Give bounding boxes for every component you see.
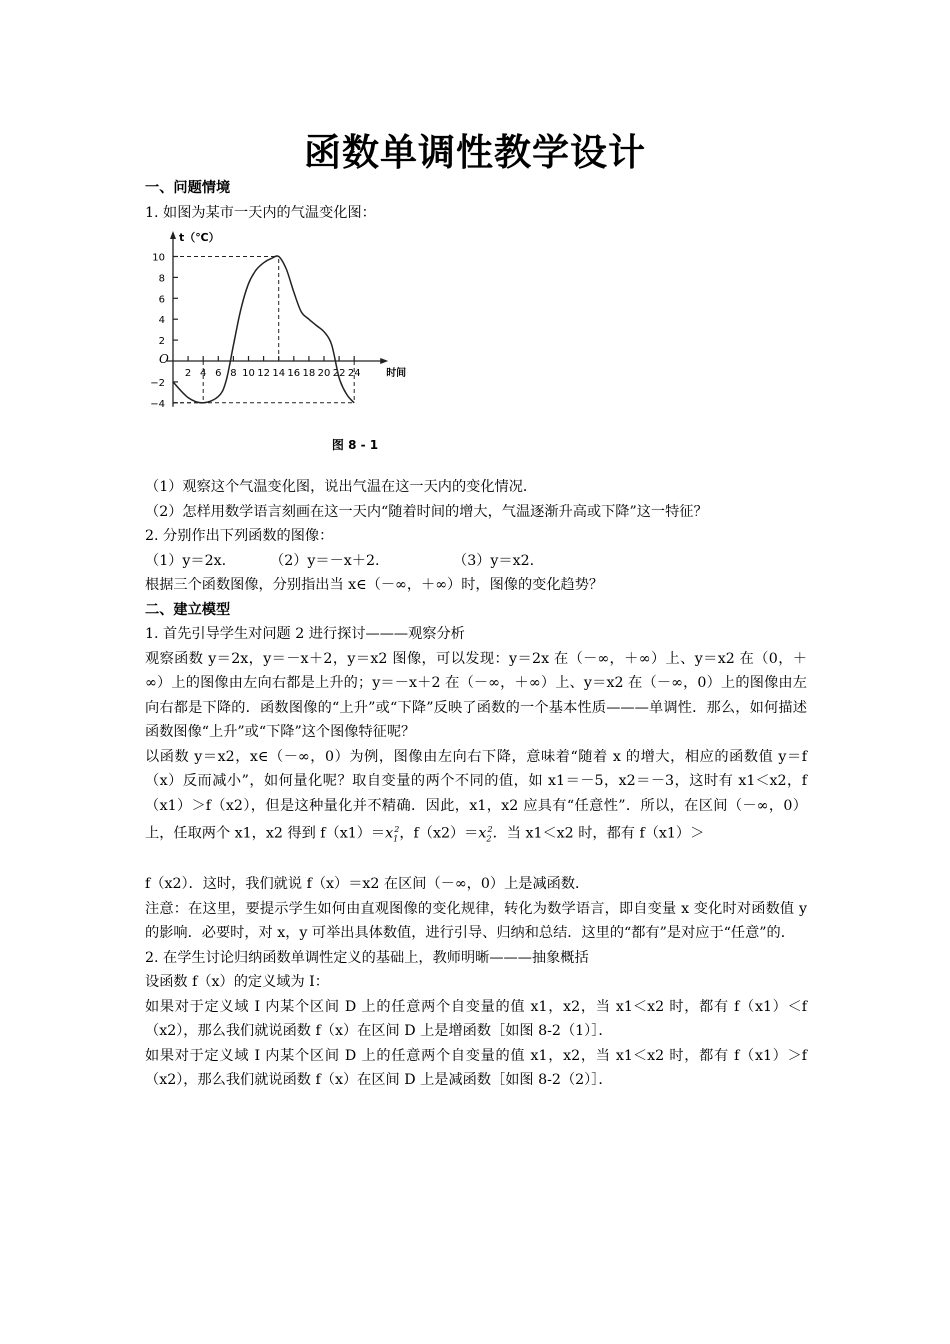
question-1: （1）观察这个气温变化图，说出气温在这一天内的变化情况． <box>145 479 538 495</box>
origin-label: O <box>159 352 169 366</box>
temperature-chart <box>140 229 585 467</box>
function-item-2: （2）y＝－x＋2. <box>270 552 380 569</box>
temperature-curve <box>173 256 354 403</box>
y-axis-arrow <box>170 231 176 239</box>
definition-increasing: 如果对于定义域 I 内某个区间 D 上的任意两个自变量的值 x1，x2，当 x1＜x2 时，都有 f（x1）＜f（x2），那么我们就说函数 f（x）在区间 D 上是增函数［如图 8-2（1）］． <box>145 998 807 1040</box>
x-tick-label: 18 <box>302 368 316 379</box>
question-2: （2）怎样用数学语言刻画在这一天内“随着时间的增大，气温逐渐升高或下降”这一特征？ <box>145 503 708 520</box>
x-axis-arrow <box>380 358 388 364</box>
paragraph: f（x2）．这时，我们就说 f（x）＝x2 在区间（－∞，0）上是减函数． <box>145 876 590 893</box>
x-tick-label: 4 <box>200 368 207 379</box>
paragraph: 根据三个函数图像，分别指出当 x∈（－∞，＋∞）时，图像的变化趋势？ <box>145 577 604 593</box>
x-tick-label: 10 <box>242 368 255 379</box>
x-tick-label: 2 <box>184 368 192 379</box>
section-heading-2: 二、建立模型 <box>145 601 231 618</box>
text-run: ．当 x1＜x2 时，都有 f（x1）＞ <box>492 825 705 842</box>
y-tick-label: 10 <box>152 252 165 264</box>
paragraph: 1. 首先引导学生对问题 2 进行探讨———观察分析 <box>145 626 465 642</box>
y-axis-label: t（℃） <box>179 231 220 244</box>
function-list <box>145 549 807 574</box>
note-paragraph: 注意：在这里，要提示学生如何由直观图像的变化规律，转化为数学语言，即自变量 x 变化时对函数值 y 的影响．必要时，对 x，y 可举出具体数值，进行引导、归纳和总结．这里的“都有”是对应于“任意”的． <box>145 900 807 942</box>
x-tick-label: 8 <box>230 368 237 379</box>
y-tick-label: 8 <box>158 273 165 285</box>
paragraph: 设函数 f（x）的定义域为 I： <box>145 974 329 991</box>
paragraph <box>145 745 807 853</box>
paragraph: 1. 如图为某市一天内的气温变化图： <box>145 204 376 221</box>
x-tick-label: 16 <box>287 368 301 379</box>
x-tick-label: 20 <box>317 368 331 379</box>
paragraph: 2. 分别作出下列函数的图像： <box>145 528 334 544</box>
formula-x1-squared: $x_1^2$ <box>385 825 400 844</box>
y-tick-label: −2 <box>150 377 165 389</box>
x-tick-label: 12 <box>257 368 270 379</box>
function-item-1: （1）y＝2x. <box>145 552 227 569</box>
section-heading-1: 一、问题情境 <box>145 180 231 196</box>
text-run: 以函数 y＝x2，x∈（－∞，0）为例，图像由左向右下降，意味着“随着 x 的增大，相应的函数值 y＝f（x）反而减小”，如何量化呢？取自变量的两个不同的值，如 x1＝－5，x2＝－3，这时有 x1＜x2，f（x1）＞f（x2），但是这种量化并不精确．因此，x1，x2 应具有“任意性”．所以，在区间（－∞，0）上，任取两个 x1，x2 得到 f（x1）＝ <box>145 748 807 842</box>
x-axis-label: 时间 <box>386 368 407 379</box>
y-tick-label: 4 <box>158 315 165 327</box>
paragraph: 2. 在学生讨论归纳函数单调性定义的基础上，教师明晰———抽象概括 <box>145 949 589 966</box>
text-run: ，f（x2）＝ <box>399 825 479 842</box>
figure-caption: 图 8 - 1 <box>331 438 379 452</box>
y-tick-label: −4 <box>150 398 165 410</box>
y-tick-label: 2 <box>158 336 165 348</box>
document-body <box>145 176 807 1093</box>
page-title: 函数单调性教学设计 <box>304 131 646 174</box>
x-tick-label: 14 <box>272 368 286 379</box>
definition-decreasing: 如果对于定义域 I 内某个区间 D 上的任意两个自变量的值 x1，x2，当 x1＜x2 时，都有 f（x1）＞f（x2），那么我们就说函数 f（x）在区间 D 上是减函数［如图 8-2（2）］． <box>145 1047 807 1089</box>
x-tick-label: 24 <box>347 368 361 379</box>
x-tick-label: 22 <box>332 368 346 379</box>
paragraph: 观察函数 y＝2x，y＝－x＋2，y＝x2 图像，可以发现：y＝2x 在（－∞，＋∞）上、y＝x2 在（0，＋∞）上的图像由左向右都是上升的；y＝－x＋2 在（－∞，＋∞）上、y＝x2 在（－∞，0）上的图像由左向右都是下降的．函数图像的“上升”或“下降”反映了函数的一个基本性质———单调性．那么，如何描述函数图像“上升”或“下降”这个图像特征呢？ <box>145 650 807 740</box>
formula-x2-squared: $x_2^2$ <box>478 825 493 844</box>
function-item-3: （3）y＝x2. <box>453 552 535 569</box>
x-tick-label: 6 <box>215 368 222 379</box>
y-tick-label: 6 <box>158 294 165 306</box>
